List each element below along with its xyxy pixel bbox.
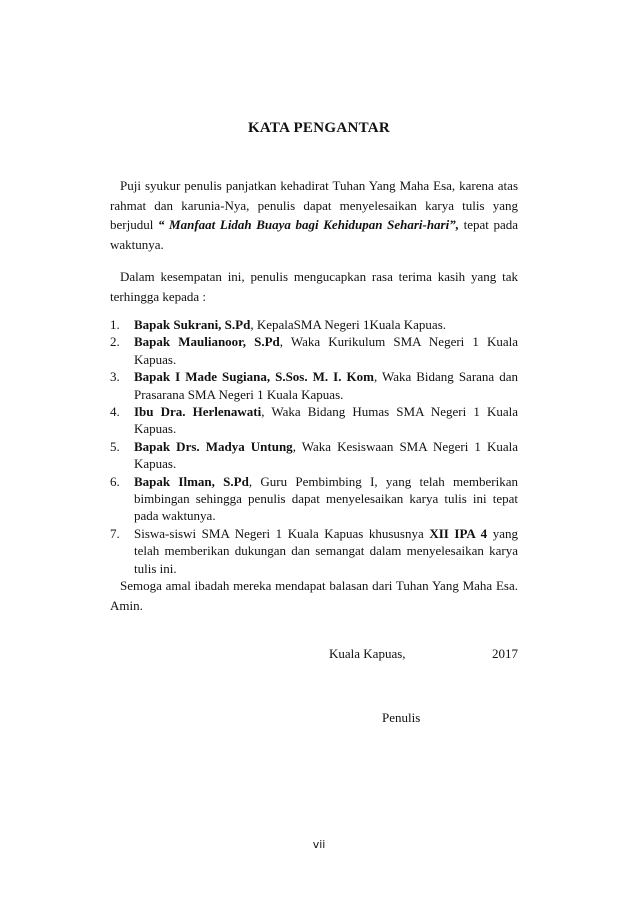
list-item-number: 5. [110,438,120,454]
list-item-number: 7. [110,525,120,541]
recipient-list [110,316,518,577]
intro-text-after: tepat pada waktunya. [110,217,518,252]
recipient-role: , Waka Kesiswaan SMA Negeri 1 Kuala Kapuas. [134,438,518,472]
recipient-role: , Waka Kurikulum SMA Negeri 1 Kuala Kapuas. [134,334,518,367]
recipient-role: , Waka Bidang Humas SMA Negeri 1 Kuala Kapuas. [134,404,518,437]
recipient-name: Ibu Dra. Herlenawati [134,404,262,420]
list-item-prefix: Siswa-siswi SMA Negeri 1 Kuala Kapuas khususnya [134,525,430,541]
list-item-number: 4. [110,404,120,420]
recipient-name: Bapak Sukrani, S.Pd [134,317,251,332]
list-item [110,333,518,368]
list-item-number: 2. [110,334,120,350]
recipient-name: Bapak I Made Sugiana, S.Sos. M. I. Kom [134,369,374,385]
list-item [110,316,518,333]
place: Kuala Kapuas, [329,646,406,661]
list-item [110,403,518,438]
recipient-name: Bapak Drs. Madya Untung [134,438,293,454]
thanks-intro-paragraph: Dalam kesempatan ini, penulis mengucapkan rasa terima kasih yang tak terhingga kepada : [110,269,518,304]
recipient-name: Bapak Ilman, S.Pd [134,473,249,489]
recipient-role: yang telah memberikan dukungan dan semangat dalam menyelesaikan karya tulis ini. [134,525,518,576]
place-date-line [329,646,518,662]
recipient-role: , Guru Pembimbing I, yang telah memberikan bimbingan sehingga penulis dapat menyelesaikan karya tulis ini tepat pada waktunya. [134,473,518,524]
list-item-number: 1. [110,317,120,332]
recipient-name: XII IPA 4 [429,525,488,541]
essay-title: “ Manfaat Lidah Buaya bagi Kehidupan Sehari-hari”, [157,217,459,232]
list-item [110,473,518,525]
signer: Penulis [382,710,421,725]
year: 2017 [492,646,518,661]
intro-paragraph [110,176,518,254]
list-item-number: 6. [110,473,120,489]
page-number: vii [312,838,326,851]
list-item-number: 3. [110,369,120,385]
list-item [110,368,518,403]
list-item [110,525,518,577]
recipient-name: Bapak Maulianoor, S.Pd [134,334,280,350]
closing-paragraph: Semoga amal ibadah mereka mendapat balasan dari Tuhan Yang Maha Esa. Amin. [110,578,518,613]
list-item [110,438,518,473]
recipient-role: , Waka Bidang Sarana dan Prasarana SMA Negeri 1 Kuala Kapuas. [134,369,518,402]
page-title: KATA PENGANTAR [247,120,391,136]
intro-text-before: Puji syukur penulis panjatkan kehadirat Tuhan Yang Maha Esa, karena atas rahmat dan karunia-Nya, penulis dapat menyelesaikan karya tulis yang berjudul [110,178,518,232]
recipient-role: , KepalaSMA Negeri 1Kuala Kapuas. [250,317,447,332]
